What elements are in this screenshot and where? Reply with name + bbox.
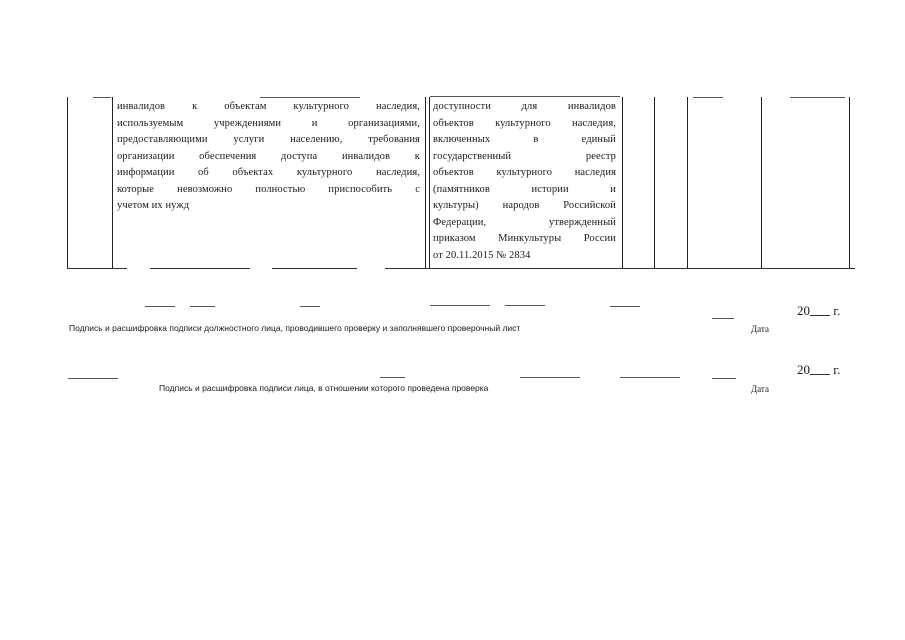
table-column-divider: [761, 97, 762, 269]
cell-line: Федерации, утвержденный: [433, 216, 616, 228]
cell-line: государственный реестр: [433, 150, 616, 162]
date-label: Дата: [751, 324, 769, 334]
table-column-divider: [654, 97, 655, 269]
cell-line: организации обеспечения доступа инвалидов к: [117, 150, 420, 162]
table-column-divider: [429, 97, 430, 269]
signature-line: [712, 318, 734, 319]
cell-line: информации об объектах культурного наследия,: [117, 167, 420, 178]
year-suffix: г.: [833, 362, 841, 377]
table-top-border: [693, 97, 723, 98]
table-cell-requirement: [117, 99, 420, 215]
year-field: [797, 362, 840, 378]
year-suffix: г.: [833, 303, 841, 318]
table-column-divider: [622, 97, 623, 269]
year-prefix: 20: [797, 362, 810, 377]
table-column-divider: [425, 97, 426, 269]
signature-line: [620, 377, 680, 378]
year-prefix: 20: [797, 303, 810, 318]
signature-line: [520, 377, 580, 378]
signature-line: [430, 305, 490, 306]
table-border-left: [67, 97, 68, 269]
table-column-divider: [112, 97, 113, 269]
signature-line: [712, 378, 736, 379]
cell-line: от 20.11.2015 № 2834: [433, 249, 531, 261]
table-bottom-border: [385, 268, 855, 269]
signature-label: Подпись и расшифровка подписи должностного лица, проводившего проверку и заполнявшего проверочный лист: [69, 323, 521, 333]
cell-line: доступности для инвалидов: [433, 101, 616, 112]
table-column-divider: [687, 97, 688, 269]
signature-label: Подпись и расшифровка подписи лица, в отношении которого проведена проверка: [159, 383, 489, 393]
cell-line: объектов культурного наследия: [433, 167, 616, 178]
date-label: Дата: [751, 384, 769, 394]
signature-line: [190, 306, 215, 307]
cell-line: предоставляющими услуги населению, требования: [117, 134, 420, 145]
cell-line: которые невозможно полностью приспособить с: [117, 183, 420, 195]
table-top-border: [430, 96, 620, 97]
cell-line: используемым учреждениями и организациями,: [117, 117, 420, 129]
table-top-border: [790, 97, 845, 98]
year-field: [797, 303, 840, 319]
signature-line: [610, 306, 640, 307]
table-top-border: [260, 97, 360, 98]
cell-line: (памятников истории и: [433, 183, 616, 195]
table-cell-regulation: [433, 99, 616, 264]
cell-line: культуры) народов Российской: [433, 200, 616, 211]
table-border-right: [849, 97, 850, 269]
cell-line: инвалидов к объектам культурного наследия,: [117, 101, 420, 112]
cell-line: приказом Минкультуры России: [433, 233, 616, 244]
signature-line: [380, 377, 405, 378]
table-bottom-border: [272, 268, 357, 269]
cell-line: включенных в единый: [433, 134, 616, 145]
table-top-border: [93, 97, 111, 98]
table-bottom-border: [67, 268, 127, 269]
table-bottom-border: [150, 268, 250, 269]
signature-line: [300, 306, 320, 307]
signature-line: [505, 305, 545, 306]
year-blank[interactable]: [810, 362, 830, 375]
cell-line: учетом их нужд: [117, 200, 190, 211]
year-blank[interactable]: [810, 303, 830, 316]
cell-line: объектов культурного наследия,: [433, 117, 616, 129]
signature-line: [68, 378, 118, 379]
signature-line: [145, 306, 175, 307]
